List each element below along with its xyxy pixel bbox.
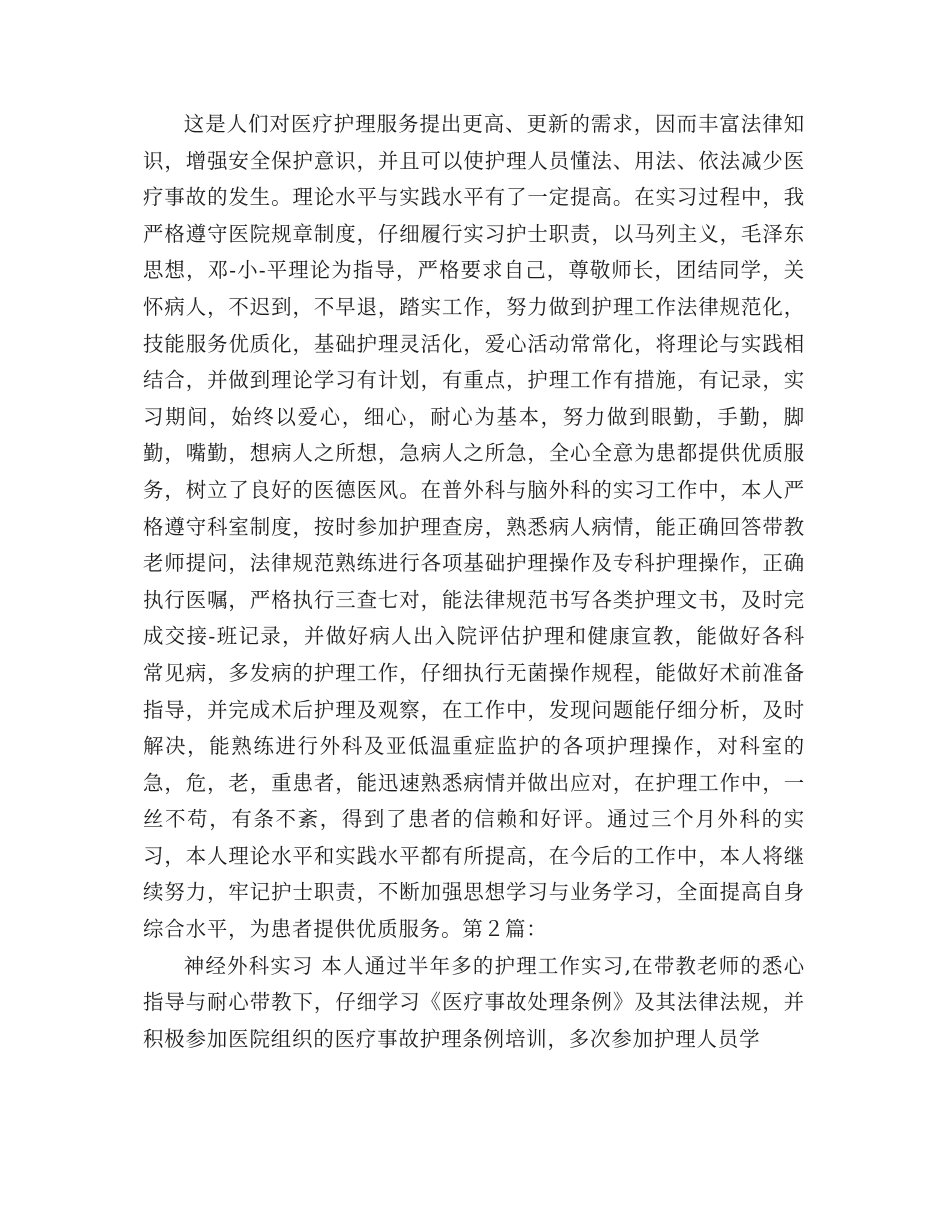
body-paragraph-2: 神经外科实习 本人通过半年多的护理工作实习,在带教老师的悉心指导与耐心带教下，仔细学习《医疗事故处理条例》及其法律法规，并积极参加医院组织的医疗事故护理条例培训，多次参加护理人员学	[143, 953, 805, 1051]
body-paragraph-1: 这是人们对医疗护理服务提出更高、更新的需求，因而丰富法律知识，增强安全保护意识，并且可以使护理人员懂法、用法、依法减少医疗事故的发生。理论水平与实践水平有了一定提高。在实习过程中，我严格遵守医院规章制度，仔细履行实习护士职责，以马列主义，毛泽东思想，邓-小-平理论为指导，严格要求自己，尊敬师长，团结同学，关怀病人，不迟到，不早退，踏实工作，努力做到护理工作法律规范化，技能服务优质化，基础护理灵活化，爱心活动常常化，将理论与实践相结合，并做到理论学习有计划，有重点，护理工作有措施，有记录，实习期间，始终以爱心，细心，耐心为基本，努力做到眼勤，手勤，脚勤，嘴勤，想病人之所想，急病人之所急，全心全意为患都提供优质服务，树立了良好的医德医风。在普外科与脑外科的实习工作中，本人严格遵守科室制度，按时参加护理查房，熟悉病人病情，能正确回答带教老师提问，法律规范熟练进行各项基础护理操作及专科护理操作，正确执行医嘱，严格执行三查七对，能法律规范书写各类护理文书，及时完成交接-班记录，并做好病人出入院评估护理和健康宣教，能做好各科常见病，多发病的护理工作，仔细执行无菌操作规程，能做好术前准备指导，并完成术后护理及观察，在工作中，发现问题能仔细分析，及时解决，能熟练进行外科及亚低温重症监护的各项护理操作，对科室的急，危，老，重患者，能迅速熟悉病情并做出应对，在护理工作中，一丝不苟，有条不紊，得到了患者的信赖和好评。通过三个月外科的实习，本人理论水平和实践水平都有所提高，在今后的工作中，本人将继续努力，牢记护士职责，不断加强思想学习与业务学习，全面提高自身综合水平，为患者提供优质服务。第２篇：	[143, 112, 805, 942]
document-page	[143, 106, 805, 1057]
